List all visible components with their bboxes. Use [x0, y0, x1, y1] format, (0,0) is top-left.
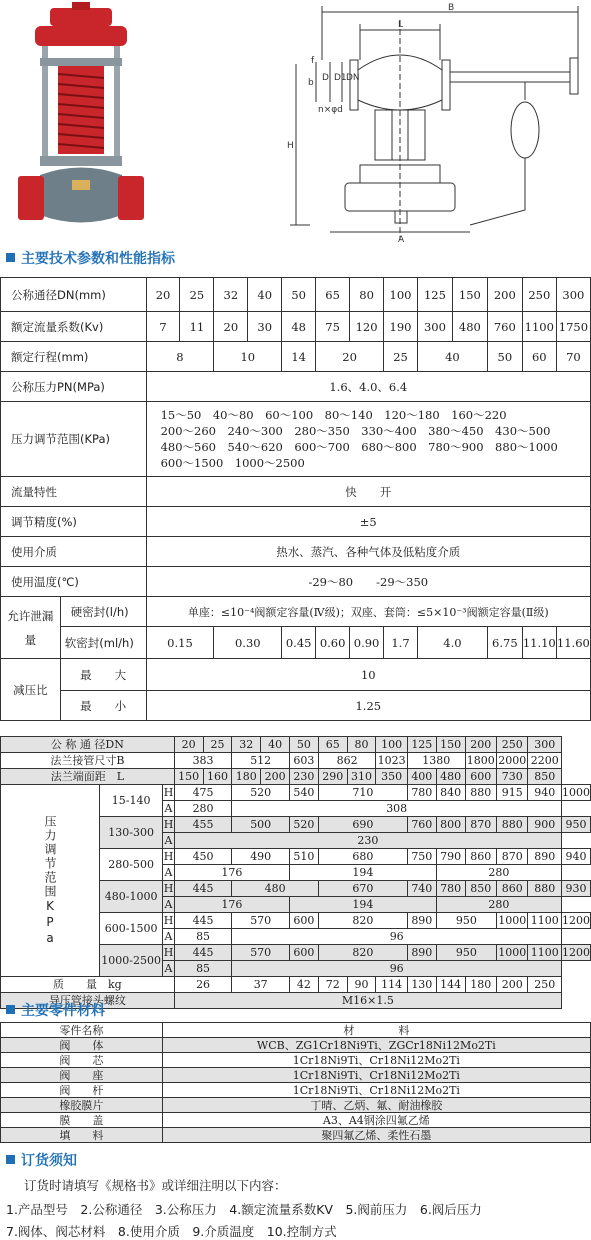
- cell: 860: [497, 881, 528, 897]
- cell: 20: [146, 278, 180, 312]
- cell: 840: [436, 785, 465, 801]
- valve-photo: [0, 0, 170, 245]
- cell: 890: [407, 913, 436, 929]
- cell: 65: [318, 737, 347, 753]
- drawing-label-d: D: [322, 73, 329, 83]
- label-range: 压力调节范围(KPa): [1, 402, 147, 477]
- cell: 72: [318, 977, 347, 993]
- cell: 150: [452, 278, 487, 312]
- cell: 50: [487, 342, 522, 372]
- cell: 445: [174, 913, 232, 929]
- cell: 0.60: [316, 627, 350, 659]
- row-pn: [1, 372, 591, 402]
- cell: 125: [407, 737, 436, 753]
- cell: 300: [528, 737, 562, 753]
- cell: 860: [465, 849, 496, 865]
- cell: 32: [214, 278, 248, 312]
- cell: 870: [497, 849, 528, 865]
- label-soft-seal: 软密封(ml/h): [60, 627, 146, 659]
- materials-row: [1, 1098, 591, 1113]
- cell: 280: [174, 801, 232, 817]
- cell: 1023: [377, 753, 406, 767]
- cell: 176: [174, 897, 289, 913]
- row-soft-seal: [1, 627, 591, 659]
- drawing-label-l: L: [398, 20, 404, 30]
- cell: 85: [174, 929, 232, 945]
- label-b: 法兰接管尺寸B: [1, 753, 175, 769]
- cell: 862: [318, 753, 376, 769]
- cell: 540: [290, 785, 319, 801]
- h-marker: H: [163, 881, 174, 895]
- materials-row: [1, 1038, 591, 1053]
- materials-row: [1, 1113, 591, 1128]
- h-marker: H: [163, 945, 174, 959]
- cell: 1800: [466, 753, 495, 767]
- performance-table: [0, 277, 591, 721]
- cell: 26: [174, 977, 232, 993]
- cell: 聚四氟乙烯、柔性石墨: [162, 1128, 590, 1143]
- cell: 130: [407, 977, 436, 993]
- row-flow: [1, 477, 591, 507]
- cell: 阀 杆: [1, 1083, 163, 1098]
- cell: 800: [436, 817, 465, 833]
- cell: 1.6、4.0、6.4: [146, 372, 590, 402]
- cell: 930: [562, 881, 591, 897]
- label-mass: 质 量 kg: [1, 977, 175, 993]
- cell: 10: [146, 659, 590, 691]
- order-line-1: 1.产品型号 2.公称通径 3.公称压力 4.额定流量系数KV 5.阀前压力 6.阀后压力: [6, 1202, 482, 1217]
- cell: 1Cr18Ni9Ti、Cr18Ni12Mo2Ti: [162, 1068, 590, 1083]
- label-l: 法兰端面距 L: [1, 769, 175, 785]
- range-name: 1000-2500: [100, 945, 163, 977]
- cell: 1000: [498, 913, 527, 927]
- h-marker: H: [163, 849, 174, 863]
- cell: 100: [376, 737, 407, 753]
- label-pressure-range: 压力调节范围KPa: [1, 785, 100, 977]
- materials-row: [1, 1053, 591, 1068]
- cell: 75: [316, 312, 350, 342]
- row-stroke: [1, 342, 591, 372]
- cell: 600: [290, 945, 319, 961]
- cell: 350: [376, 769, 407, 785]
- cell: -29～80 -29～350: [146, 567, 590, 597]
- cell: 4.0: [417, 627, 487, 659]
- label-accuracy: 调节精度(%): [1, 507, 147, 537]
- cell: 850: [465, 881, 496, 897]
- cell: 2000: [498, 753, 527, 767]
- cell: 160: [203, 769, 232, 785]
- range-name: 130-300: [100, 817, 163, 849]
- cell: 1.7: [384, 627, 418, 659]
- cell: 190: [384, 312, 418, 342]
- cell: 176: [174, 865, 289, 881]
- drawing-label-f: f: [311, 56, 315, 66]
- cell: 940: [562, 849, 591, 865]
- cell: 310: [347, 769, 376, 785]
- cell: 0.45: [282, 627, 316, 659]
- cell: 120: [350, 312, 384, 342]
- cell: 阀 体: [1, 1038, 163, 1053]
- cell: 680: [318, 849, 407, 865]
- cell: 25: [384, 342, 418, 372]
- cell: 0.30: [214, 627, 282, 659]
- cell: 1000: [498, 945, 527, 959]
- cell: 383: [174, 753, 232, 769]
- cell: 96: [232, 929, 562, 945]
- drawing-label-a: A: [398, 235, 405, 245]
- cell: 900: [528, 817, 562, 833]
- cell: 510: [290, 849, 319, 865]
- row-temperature: [1, 567, 591, 597]
- range-name: 600-1500: [100, 913, 163, 945]
- cell: 750: [407, 849, 436, 865]
- square-bullet-icon: [6, 1155, 15, 1164]
- label-flow: 流量特性: [1, 477, 147, 507]
- cell: 阀 座: [1, 1068, 163, 1083]
- cell: 1200: [562, 913, 590, 927]
- dims-row-l: [1, 769, 591, 785]
- cell: 300: [556, 278, 590, 312]
- cell: 膜 盖: [1, 1113, 163, 1128]
- cell: 40: [417, 342, 487, 372]
- label-max: 最 大: [60, 659, 146, 691]
- a-marker: A: [164, 865, 173, 879]
- h-marker: H: [163, 817, 174, 831]
- cell: 480: [452, 312, 487, 342]
- row-range: [1, 402, 591, 477]
- cell: 880: [465, 785, 496, 801]
- cell: 400: [407, 769, 436, 785]
- cell: 阀 芯: [1, 1053, 163, 1068]
- dimension-drawing: [290, 6, 578, 240]
- cell: 1380: [407, 753, 465, 769]
- cell: 1100: [522, 312, 556, 342]
- cell: 114: [376, 977, 407, 993]
- label-pn: 公称压力PN(MPa): [1, 372, 147, 402]
- cell: 2200: [528, 753, 562, 769]
- label-medium: 使用介质: [1, 537, 147, 567]
- cell: 快 开: [146, 477, 590, 507]
- cell: 11.60: [556, 627, 590, 659]
- section-title-text: 订货须知: [21, 1153, 77, 1169]
- drawing-label-h: H: [287, 141, 294, 151]
- dimensions-table: [0, 736, 591, 1009]
- cell: 730: [497, 769, 528, 785]
- cell: 180: [465, 977, 496, 993]
- section-title-order: [0, 1150, 591, 1172]
- cell: 250: [522, 278, 556, 312]
- cell: 450: [174, 849, 232, 865]
- row-hard-seal: [1, 597, 591, 627]
- cell: 20: [174, 737, 203, 753]
- cell: A3、A4钢涂四氟乙烯: [162, 1113, 590, 1128]
- cell: 570: [232, 945, 290, 961]
- section-title-materials: [0, 1000, 591, 1022]
- square-bullet-icon: [6, 1005, 15, 1014]
- cell: 1750: [556, 312, 590, 342]
- a-marker: A: [164, 929, 173, 943]
- cell: 60: [522, 342, 556, 372]
- cell: 520: [290, 817, 319, 833]
- cell: 870: [465, 817, 496, 833]
- square-bullet-icon: [6, 253, 15, 262]
- cell: 820: [318, 945, 407, 961]
- cell: 790: [436, 849, 465, 865]
- drawing-label-b-small: b: [308, 78, 314, 88]
- cell: 194: [290, 897, 437, 913]
- label-min: 最 小: [60, 691, 146, 721]
- a-marker: A: [164, 801, 173, 815]
- cell: 890: [407, 945, 436, 961]
- range-values: [146, 402, 590, 477]
- label-dn: 公称通径DN(mm): [1, 278, 147, 312]
- cell: 125: [417, 278, 452, 312]
- cell: 200: [487, 278, 522, 312]
- cell: 880: [497, 817, 528, 833]
- cell: 85: [174, 961, 232, 977]
- dims-row-mass: [1, 977, 591, 993]
- cell: 80: [350, 278, 384, 312]
- cell: 8: [146, 342, 214, 372]
- cell: WCB、ZG1Cr18Ni9Ti、ZGCr18Ni12Mo2Ti: [162, 1038, 590, 1053]
- range-name: 15-140: [100, 785, 163, 817]
- range-line: 480～560 540～620 600～700 680～800 780～900 880～1000: [160, 440, 558, 454]
- cell: 520: [232, 785, 290, 801]
- header-figures: [0, 0, 591, 245]
- drawing-label-b: B: [448, 3, 455, 13]
- cell: 150: [174, 769, 203, 785]
- dims-row-dn: [1, 737, 591, 753]
- header-part: 零件名称: [1, 1023, 163, 1038]
- cell: 11.10: [522, 627, 556, 659]
- section-title-text: 主要零件材料: [21, 1003, 105, 1019]
- a-marker: A: [164, 833, 173, 847]
- cell: 100: [384, 278, 418, 312]
- cell: 180: [232, 769, 261, 785]
- cell: 90: [347, 977, 376, 993]
- cell: 820: [318, 913, 407, 929]
- cell: 890: [528, 849, 562, 865]
- cell: 热水、蒸汽、各种气体及低粘度介质: [146, 537, 590, 567]
- cell: 760: [407, 817, 436, 833]
- range-line: 200～260 240～300 280～350 330～400 380～450 430～500: [160, 424, 551, 438]
- cell: 570: [232, 913, 290, 929]
- cell: 40: [261, 737, 290, 753]
- product-photo-and-drawing: [0, 0, 591, 245]
- label-kv: 额定流量系数(Kv): [1, 312, 147, 342]
- cell: 950: [436, 945, 496, 961]
- cell: 14: [282, 342, 316, 372]
- materials-row: [1, 1068, 591, 1083]
- cell: 65: [316, 278, 350, 312]
- row-accuracy: [1, 507, 591, 537]
- cell: 37: [232, 977, 290, 993]
- cell: 280: [436, 897, 561, 913]
- a-marker: A: [164, 961, 173, 975]
- materials-row: [1, 1083, 591, 1098]
- cell: 230: [174, 833, 561, 849]
- cell: 40: [248, 278, 282, 312]
- cell: 144: [436, 977, 465, 993]
- cell: 11: [180, 312, 214, 342]
- cell: 950: [436, 913, 496, 929]
- cell: 80: [347, 737, 376, 753]
- cell: 70: [556, 342, 590, 372]
- cell: 7: [146, 312, 180, 342]
- cell: 880: [528, 881, 562, 897]
- row-kv: [1, 312, 591, 342]
- cell: 250: [528, 977, 562, 993]
- cell: 150: [436, 737, 465, 753]
- cell: 950: [562, 817, 591, 833]
- cell: 1200: [562, 945, 590, 959]
- section-title-performance: [0, 248, 591, 270]
- cell: 96: [232, 961, 562, 977]
- cell: 单座：≤10⁻⁴阀额定容量(Ⅳ级)；双座、套筒：≤5×10⁻³阀额定容量(Ⅱ级): [146, 597, 590, 627]
- cell: 30: [248, 312, 282, 342]
- cell: 780: [407, 785, 436, 801]
- cell: 280: [436, 865, 561, 881]
- cell: 42: [290, 977, 319, 993]
- drawing-label-d1: D1: [334, 73, 347, 83]
- cell: 32: [232, 737, 261, 753]
- cell: 480: [232, 881, 318, 897]
- cell: 20: [316, 342, 384, 372]
- h-marker: H: [163, 913, 174, 927]
- cell: 1100: [528, 913, 562, 929]
- cell: 455: [174, 817, 232, 833]
- range-line: 600～1500 1000～2500: [160, 456, 305, 470]
- cell: 48: [282, 312, 316, 342]
- materials-row: [1, 1128, 591, 1143]
- label-hard-seal: 硬密封(l/h): [60, 597, 146, 627]
- label-temperature: 使用温度(℃): [1, 567, 147, 597]
- row-ratio-min: [1, 691, 591, 721]
- label-dn: 公 称 通 径DN: [1, 737, 175, 753]
- cell: 0.90: [350, 627, 384, 659]
- cell: M16×1.5: [174, 993, 561, 1009]
- drawing-label-nd: n×φd: [318, 105, 343, 115]
- cell: 475: [174, 785, 232, 801]
- cell: 50: [282, 278, 316, 312]
- drawing-label-dn: DN: [346, 73, 360, 83]
- cell: 290: [318, 769, 347, 785]
- materials-table: [0, 1022, 591, 1143]
- order-line-2: 7.阀体、阀芯材料 8.使用介质 9.介质温度 10.控制方式: [6, 1224, 337, 1239]
- cell: 25: [203, 737, 232, 753]
- cell: 20: [214, 312, 248, 342]
- h-marker: H: [163, 785, 174, 799]
- cell: 10: [214, 342, 282, 372]
- cell: 690: [318, 817, 407, 833]
- row-medium: [1, 537, 591, 567]
- cell: 500: [232, 817, 290, 833]
- range-name: 280-500: [100, 849, 163, 881]
- cell: 200: [497, 977, 528, 993]
- cell: 670: [318, 881, 407, 897]
- cell: 橡胶膜片: [1, 1098, 163, 1113]
- cell: 1100: [528, 945, 562, 961]
- cell: 780: [436, 881, 465, 897]
- cell: 200: [465, 737, 496, 753]
- cell: 1Cr18Ni9Ti、Cr18Ni12Mo2Ti: [162, 1053, 590, 1068]
- cell: 445: [174, 945, 232, 961]
- cell: 600: [290, 913, 319, 929]
- cell: 915: [497, 785, 528, 801]
- cell: 丁晴、乙炳、氟、耐油橡胶: [162, 1098, 590, 1113]
- cell: 1Cr18Ni9Ti、Cr18Ni12Mo2Ti: [162, 1083, 590, 1098]
- cell: 308: [232, 801, 562, 817]
- range-name: 480-1000: [100, 881, 163, 913]
- row-dn: [1, 278, 591, 312]
- label-thread: 导压管接头螺纹: [1, 993, 175, 1009]
- cell: 512: [232, 753, 290, 769]
- cell: 850: [528, 769, 562, 785]
- cell: 1.25: [146, 691, 590, 721]
- cell: 600: [465, 769, 496, 785]
- cell: 250: [497, 737, 528, 753]
- cell: 490: [232, 849, 290, 865]
- range-line: 15～50 40～80 60～100 80～140 120～180 160～220: [160, 408, 507, 422]
- cell: 6.75: [487, 627, 522, 659]
- cell: 50: [290, 737, 319, 753]
- cell: 230: [290, 769, 319, 785]
- cell: 300: [417, 312, 452, 342]
- cell: 940: [528, 785, 562, 801]
- cell: 760: [487, 312, 522, 342]
- cell: 603: [290, 753, 319, 769]
- cell: 200: [261, 769, 290, 785]
- section-title-text: 主要技术参数和性能指标: [21, 251, 175, 267]
- cell: 194: [290, 865, 437, 881]
- cell: ±5: [146, 507, 590, 537]
- cell: 710: [318, 785, 407, 801]
- header-material: 材 料: [162, 1023, 590, 1038]
- materials-header: [1, 1023, 591, 1038]
- cell: 445: [174, 881, 232, 897]
- dims-row-h: [1, 785, 591, 801]
- row-ratio-max: [1, 659, 591, 691]
- label-ratio: 减压比: [1, 659, 61, 721]
- dims-row-b: [1, 753, 591, 769]
- cell: 1000: [562, 785, 590, 799]
- a-marker: A: [164, 897, 173, 911]
- cell: 25: [180, 278, 214, 312]
- label-stroke: 额定行程(mm): [1, 342, 147, 372]
- cell: 填 料: [1, 1128, 163, 1143]
- cell: 480: [436, 769, 465, 785]
- order-intro: 订货时请填写《规格书》或详细注明以下内容：: [24, 1178, 287, 1193]
- cell: 0.15: [146, 627, 214, 659]
- label-leakage: 允许泄漏量: [1, 597, 61, 659]
- cell: 740: [407, 881, 436, 897]
